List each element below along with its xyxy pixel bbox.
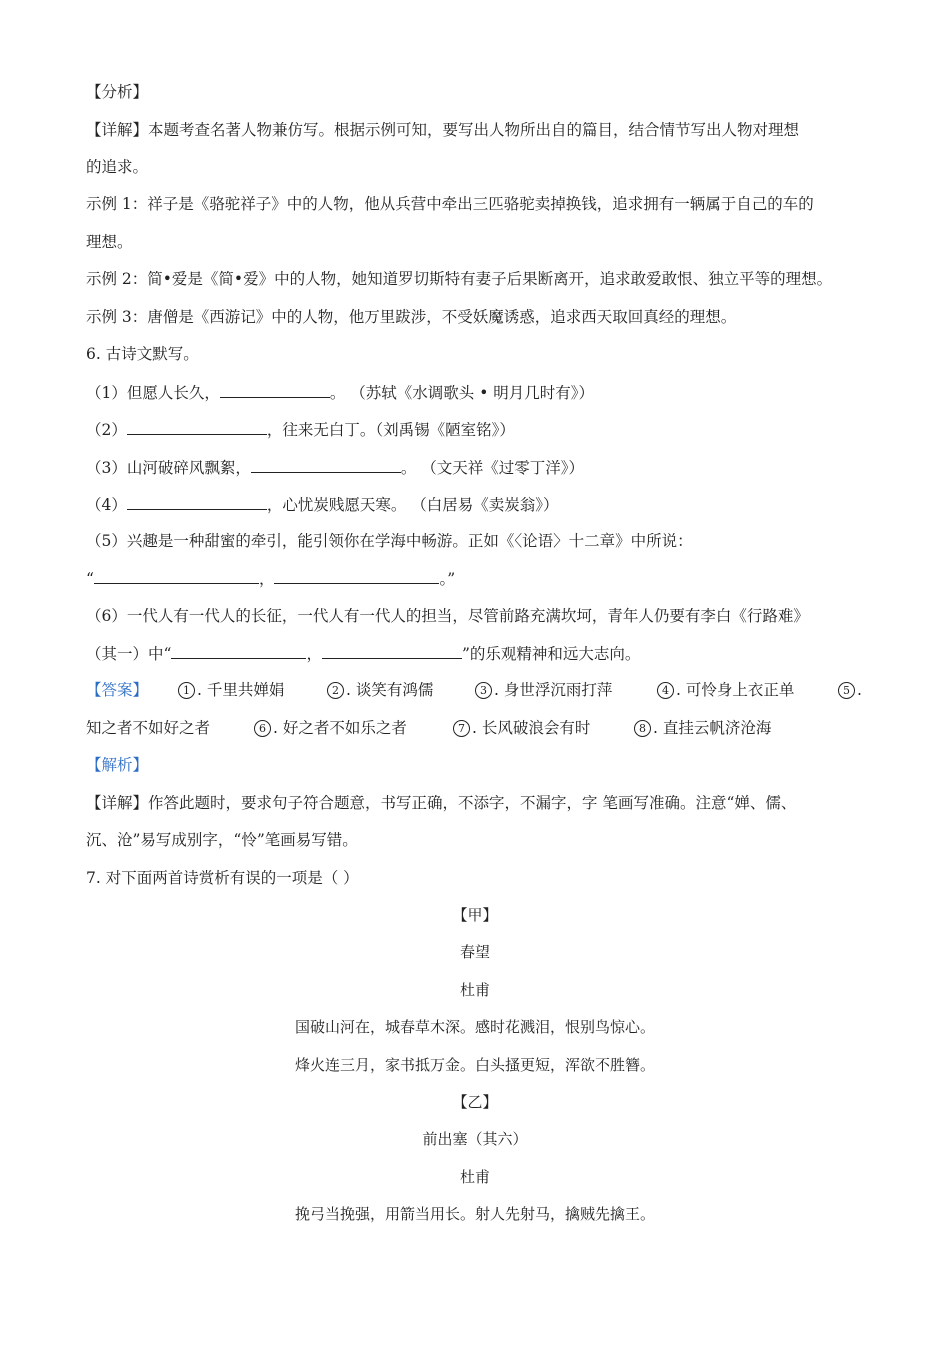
blank-7 [171, 643, 306, 659]
q6-sentence1 [86, 382, 594, 403]
answer-item: 1 . 千里共婵娟 [178, 680, 284, 700]
q6-detail-line2: 沉、沧”易写成别字，“怜”笔画易写错。 [86, 831, 358, 849]
q6-sentence6-line2 [86, 643, 640, 664]
example3: 示例 3：唐僧是《西游记》中的人物，他万里跋涉，不受妖魔诱惑，追求西天取回真经的理想。 [86, 308, 737, 326]
example1-line2: 理想。 [86, 233, 133, 251]
s4-prefix: （4） [86, 496, 127, 514]
example2: 示例 2：简•爱是《简•爱》中的人物，她知道罗切斯特有妻子后果断离开，追求敢爱敢恨、独立平等的理想。 [86, 270, 833, 288]
s2-prefix: （2） [86, 421, 127, 439]
answer-item: 3 . 身世浮沉雨打萍 [475, 680, 612, 700]
s4-suffix: ，心忧炭贱愿天寒。 （白居易《卖炭翁》） [266, 496, 559, 514]
s6-prefix: （其一）中“ [86, 645, 172, 663]
answer-item: 知之者不如好之者 [86, 719, 211, 737]
q5-detail-line2: 的追求。 [86, 158, 149, 176]
s1-suffix: 。 （苏轼《水调歌头 • 明月几时有》） [329, 384, 595, 402]
poem2-title: 前出塞（其六） [422, 1130, 528, 1148]
s1-prefix: （1）但愿人长久， [86, 384, 220, 402]
answer-item: 5 . [838, 680, 862, 700]
detail-text: 作答此题时，要求句子符合题意，书写正确，不添字，不漏字，字 笔画写准确。注意“婵、儒、 [148, 794, 797, 812]
detail-label: 【详解】 [86, 121, 149, 139]
s6-suffix: ”的乐观精神和远大志向。 [461, 645, 641, 663]
s5-comma: ， [258, 570, 275, 588]
s5-close-quote: 。” [439, 570, 456, 588]
s6-comma: ， [306, 645, 322, 663]
q6-sentence5-line1: （5）兴趣是一种甜蜜的牵引，能引领你在学海中畅游。正如《〈论语〉十二章》中所说： [86, 532, 693, 550]
poem2-author: 杜甫 [459, 1168, 490, 1186]
answer-item: 6 . 好之者不如乐之者 [254, 718, 407, 738]
answer-label: 【答案】 [86, 681, 149, 699]
q7-title: 7. 对下面两首诗赏析有误的一项是（ ） [86, 869, 359, 887]
poem2-label: 【乙】 [452, 1093, 498, 1111]
q6-sentence5-line2 [86, 568, 455, 589]
poem2-line1: 挽弓当挽强，用箭当用长。射人先射马，擒贼先擒王。 [294, 1205, 655, 1223]
blank-2 [127, 419, 267, 435]
blank-5 [94, 568, 259, 584]
detail-label: 【详解】 [86, 794, 149, 812]
s2-suffix: ，往来无白丁。（刘禹锡《陋室铭》） [266, 421, 515, 439]
answer-item: 2 . 谈笑有鸿儒 [327, 680, 433, 700]
example1-line1: 示例 1：祥子是《骆驼祥子》中的人物，他从兵营中牵出三匹骆驼卖掉换钱，追求拥有一辆属于自己的车的 [86, 195, 814, 213]
poem1-line2: 烽火连三月，家书抵万金。白头搔更短，浑欲不胜簪。 [294, 1056, 655, 1074]
poem1-line1: 国破山河在，城春草木深。感时花溅泪，恨别鸟惊心。 [294, 1018, 655, 1036]
q6-detail-line1 [86, 793, 796, 813]
detail-text: 本题考查名著人物兼仿写。根据示例可知，要写出人物所出自的篇目，结合情节写出人物对理想 [148, 121, 800, 139]
blank-8 [322, 643, 462, 659]
s5-open-quote: “ [86, 570, 94, 588]
explain-label: 【解析】 [86, 756, 149, 774]
poem1-author: 杜甫 [459, 981, 490, 999]
analysis-heading: 【分析】 [86, 83, 149, 101]
blank-6 [274, 568, 439, 584]
q5-detail-line1 [86, 120, 799, 140]
q6-sentence3 [86, 457, 584, 478]
q6-sentence4 [86, 494, 559, 515]
q6-sentence2 [86, 419, 515, 440]
answer-item: 4 . 可怜身上衣正单 [657, 680, 794, 700]
q6-sentence6-line1: （6）一代人有一代人的长征，一代人有一代人的担当，尽管前路充满坎坷，青年人仍要有李白《行路难》 [86, 607, 809, 625]
s3-prefix: （3）山河破碎风飘絮， [86, 459, 251, 477]
blank-1 [220, 382, 330, 398]
blank-4 [127, 494, 267, 510]
poem1-title: 春望 [459, 943, 490, 961]
blank-3 [251, 457, 401, 473]
poem1-label: 【甲】 [452, 906, 498, 924]
s3-suffix: 。 （文天祥《过零丁洋》） [400, 459, 585, 477]
q6-title: 6. 古诗文默写。 [86, 345, 199, 363]
answer-item: 7 . 长风破浪会有时 [453, 718, 590, 738]
answer-item: 8 . 直挂云帆济沧海 [634, 718, 771, 738]
